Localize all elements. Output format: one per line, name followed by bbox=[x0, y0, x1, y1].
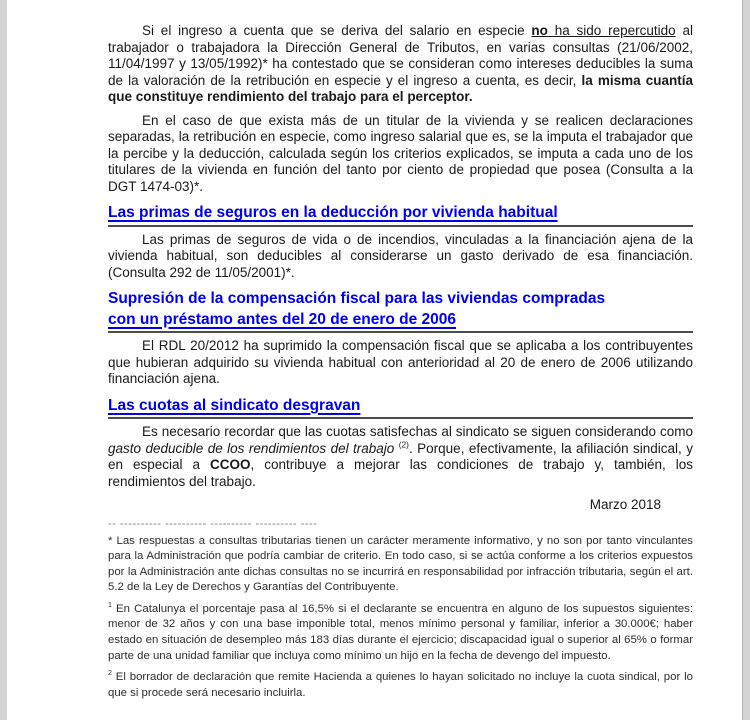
window-edge-right bbox=[742, 0, 750, 720]
paragraph-salary-in-kind: Si el ingreso a cuenta que se deriva del salario en especie no ha sido repercutido al trabajador o trabajadora la Dirección General de Tributos, en varias consultas (21/06/2002, 11/04/1997 y 13/05/1992)* ha contestado que se consideran como intereses deducibles la suma de la valoración de la retribución en especie y el ingreso a cuenta, es decir, la misma cuantía que constituye rendimiento del trabajo para el perceptor. bbox=[108, 23, 693, 104]
window-edge-left bbox=[0, 0, 7, 720]
footnote-tax-consultations: * Las respuestas a consultas tributarias tienen un carácter meramente informativo, y no son por tanto vinculantes para la Administración que podría cambiar de criterio. En todo caso, si se actúa conforme a los criterios expuestos por la Administración ante dichas consultas no se incurrirá en responsabilidad por infracción tributaria, según el art. 5.2 de la Ley de Derechos y Garantías del Contribuyente. bbox=[108, 534, 693, 594]
section-heading-insurance-premiums: Las primas de seguros en la deducción por vivienda habitual bbox=[108, 203, 693, 227]
paragraph-multiple-owners: En el caso de que exista más de un titular de la vivienda y se realicen declaraciones separadas, la retribución en especie, como ingreso salarial que es, se la imputa el trabajador que la percibe y la deducción, calculada según los criterios explicados, se imputa a cada uno de los titulares de la vivienda en función del tanto por ciento de propiedad que posea (Consulta a la DGT 1474-03)*. bbox=[108, 112, 693, 194]
date-stamp: Marzo 2018 bbox=[589, 497, 661, 512]
footnote-catalunya-percentage: $^1$ En Catalunya el porcentaje pasa al 16,5% si el declarante se encuentra en alguno de los supuestos siguientes: menor de 32 años y con una base imponible total, menos mínimo personal y familiar, inferior a 30.000€; haber estado en situación de desempleo más 183 días durante el ejercicio; discapacidad igual o superior al 65% o formar parte de una unidad familiar que incluya como mínimo un hijo en la fecha de devengo del impuesto. bbox=[108, 602, 693, 662]
section-heading-union-dues: Las cuotas al sindicato desgravan bbox=[108, 396, 693, 420]
paragraph-insurance-premiums: Las primas de seguros de vida o de incendios, vinculadas a la financiación ajena de la vivienda habitual, son deducibles al considerarse un gasto derivado de esa financiación. (Consulta 292 de 11/05/2001)*. bbox=[108, 231, 693, 280]
footnote-draft-declaration: $^2$ El borrador de declaración que remite Hacienda a quienes lo hayan solicitado no incluye la cuota sindical, por lo que si procede será necesario incluirla. bbox=[108, 670, 693, 699]
section-heading-fiscal-compensation: Supresión de la compensación fiscal para las viviendas compradas con un préstamo antes del 20 de enero de 2006 bbox=[108, 289, 693, 333]
footnote-separator: -- ---------- ---------- ---------- ---------- ---- bbox=[108, 517, 318, 530]
paragraph-fiscal-compensation: El RDL 20/2012 ha suprimido la compensación fiscal que se aplicaba a los contribuyentes que hubieran adquirido su vivienda habitual con anterioridad al 20 de enero de 2006 utilizando financiación ajena. bbox=[108, 338, 693, 386]
paragraph-union-dues: Es necesario recordar que las cuotas satisfechas al sindicato se siguen considerando como gasto deducible de los rendimientos del trabajo $^{(2)}$. Porque, efectivamente, la afiliación sindical, y en especial a CCOO, contribuye a mejorar las condiciones de trabajo y, también, los rendimientos del trabajo. bbox=[108, 424, 693, 489]
document-content bbox=[108, 23, 693, 707]
